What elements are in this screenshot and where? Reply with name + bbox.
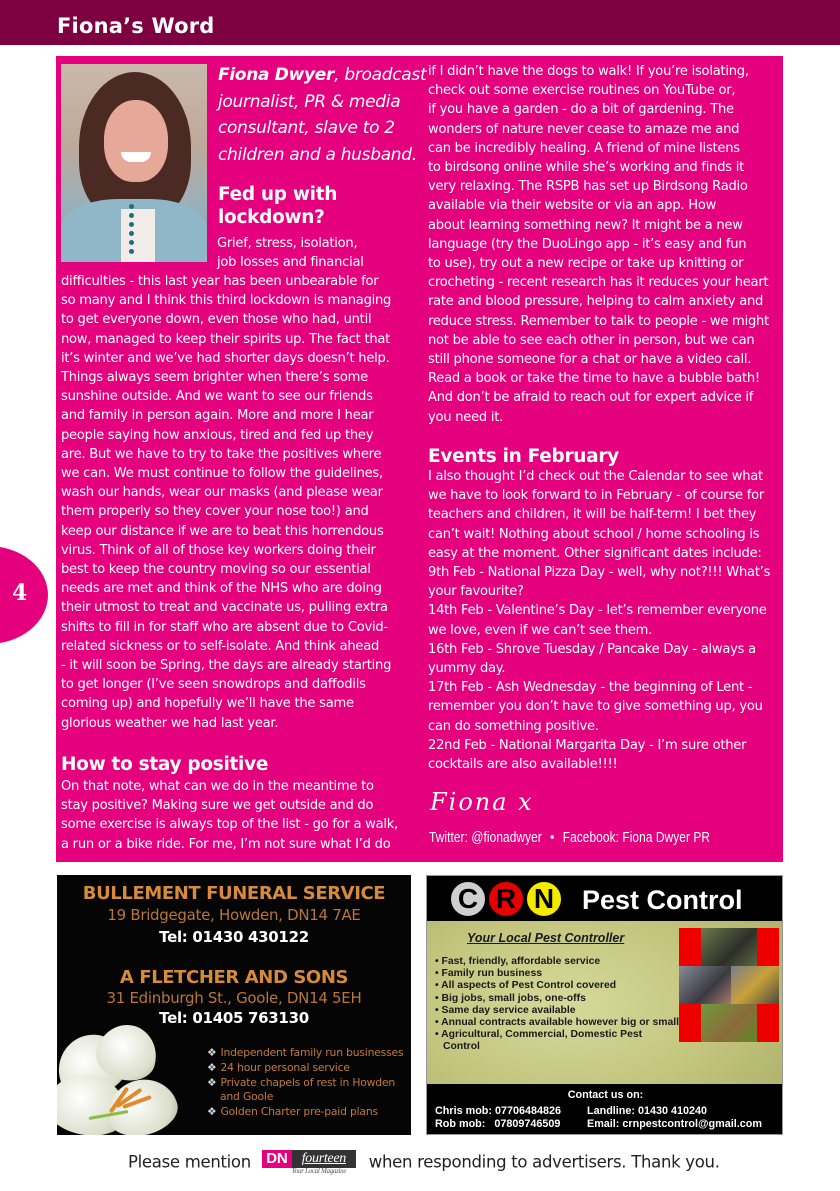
text-line: • Same day service available bbox=[435, 1004, 576, 1016]
text-line: 16th Feb - Shrove Tuesday / Pancake Day - always a bbox=[428, 641, 756, 657]
text-line: check out some exercise routines on YouTube or, bbox=[428, 83, 736, 99]
author-intro: Fiona Dwyer, broadcast journalist, PR & media consultant, slave to 2 children and a husband. bbox=[218, 65, 427, 165]
text-line: remember you don’t have to give something up, you bbox=[428, 699, 763, 715]
text-line: needs are met and think of the NHS who are doing bbox=[61, 581, 382, 597]
text-line: rate and blood pressure, helping to calm anxiety and bbox=[428, 294, 764, 310]
lily-flower-image bbox=[57, 1025, 197, 1135]
business-name: BULLEMENT FUNERAL SERVICE bbox=[82, 883, 386, 904]
text-line: people saying how anxious, tired and fed up they bbox=[61, 427, 374, 443]
text-line: some exercise is always top of the list - go for a walk, bbox=[61, 817, 399, 833]
text-line: sunshine outside. And we want to see our friends bbox=[61, 389, 373, 405]
section-stay-positive-continued bbox=[428, 62, 769, 427]
text-line: I also thought I’d check out the Calendar to see what bbox=[428, 469, 763, 484]
text-line: and family in person again. More and more I hear bbox=[61, 408, 374, 424]
text-line: a run or a bike ride. For me, I’m not sure what I’d do bbox=[61, 836, 391, 852]
text-line: we love, even if we can’t see them. bbox=[428, 622, 653, 638]
pest-contact-bar bbox=[427, 1084, 783, 1135]
signature: Fiona x bbox=[430, 788, 534, 816]
text-line: still phone someone for a chat or have a video call. bbox=[428, 352, 752, 368]
text-line: related sickness or to self-isolate. And think ahead bbox=[61, 638, 380, 654]
logo-letter-r: R bbox=[487, 880, 525, 918]
text-line: language (try the DuoLingo app - it’s easy and fun bbox=[428, 236, 747, 252]
heading-events-february: Events in February bbox=[428, 446, 619, 467]
separator-bullet: • bbox=[550, 830, 555, 846]
text-line: your favourite? bbox=[428, 584, 524, 600]
text-line: best to keep the country moving so our essential bbox=[61, 562, 371, 578]
text-line: yummy day. bbox=[428, 661, 506, 677]
page-title: Fiona’s Word bbox=[57, 14, 215, 38]
text-line: 14th Feb - Valentine’s Day - let’s remember everyone bbox=[428, 603, 767, 619]
service-bullet-continued: and Goole bbox=[220, 1090, 274, 1103]
text-line: • Agricultural, Commercial, Domestic Pest Control bbox=[435, 1029, 643, 1053]
page-number: 4 bbox=[12, 580, 28, 606]
text-line: • Fast, friendly, affordable service bbox=[435, 956, 601, 967]
text-line: glorious weather we had last year. bbox=[61, 715, 279, 731]
text-line: shifts to fill in for staff who are absent due to Covid- bbox=[61, 619, 388, 635]
business-phone: Tel: 01430 430122 bbox=[159, 928, 309, 946]
author-name: Fiona Dwyer bbox=[218, 65, 335, 85]
text-line: to get everyone down, even those who had, until bbox=[61, 312, 372, 328]
text-line: 9th Feb - National Pizza Day - well, why not?!!! What’s bbox=[428, 565, 771, 581]
rabbit-image bbox=[701, 1004, 757, 1042]
text-line: crocheting - recent research has it reduces your heart bbox=[428, 275, 769, 291]
section-events-body bbox=[428, 467, 770, 774]
text-line: • Family run business bbox=[435, 968, 542, 980]
business-address: 31 Edinburgh St., Goole, DN14 5EH bbox=[106, 989, 362, 1007]
section-fed-up-intro: Grief, stress, isolation, job losses and financial bbox=[217, 236, 364, 271]
business-name: A FLETCHER AND SONS bbox=[119, 967, 349, 988]
contact-rob: Rob mob: 07809746509 bbox=[435, 1118, 561, 1130]
text-line: • Big jobs, small jobs, one-offs bbox=[435, 992, 586, 1004]
text-line: cocktails are also available!!!! bbox=[428, 757, 618, 773]
pest-images bbox=[679, 928, 779, 1042]
text-line: about learning something new? It might be a new bbox=[428, 217, 743, 233]
service-bullet: ❖ 24 hour personal service bbox=[207, 1061, 350, 1074]
text-line: - it will soon be Spring, the days are already starting bbox=[61, 658, 392, 674]
text-line: we can. We must continue to follow the guidelines, bbox=[61, 466, 383, 482]
text-line: 17th Feb - Ash Wednesday - the beginning of Lent - bbox=[428, 680, 753, 696]
text-line: wonders of nature never cease to amaze me and bbox=[428, 121, 740, 137]
text-line: virus. Think of all of those key workers doing their bbox=[61, 542, 376, 558]
text-line: easy at the moment. Other significant dates include: bbox=[428, 545, 762, 561]
text-line: keep our distance if we are to beat this horrendous bbox=[61, 523, 384, 539]
contact-heading: Contact us on: bbox=[567, 1089, 644, 1101]
author-photo bbox=[61, 64, 207, 262]
text-line: to get longer (I’ve seen snowdrops and daffodils bbox=[61, 677, 366, 693]
text-line: are. But we have to try to take the positives where bbox=[61, 446, 382, 462]
facebook-page[interactable]: Facebook: Fiona Dwyer PR bbox=[562, 830, 711, 846]
text-line: coming up) and hopefully we’ll have the same bbox=[61, 696, 354, 712]
pest-control-ad bbox=[426, 875, 783, 1135]
dn-fourteen-logo: DN fourteen Your Local Magazine bbox=[262, 1150, 358, 1176]
text-line: not be able to see each other in person, but we can bbox=[428, 332, 755, 348]
text-line: stay positive? Making sure we get outside and do bbox=[61, 798, 374, 814]
logo-letter-n: N bbox=[525, 880, 563, 918]
text-line: teachers and children, it will be half-term! I bet they bbox=[428, 507, 757, 523]
section-stay-positive-body bbox=[61, 777, 398, 854]
mole-image bbox=[701, 928, 757, 966]
pest-services-list bbox=[435, 956, 680, 1054]
text-line: so many and I think this third lockdown is managing bbox=[61, 293, 392, 309]
service-bullet: ❖ Golden Charter pre-paid plans bbox=[207, 1105, 378, 1118]
business-phone: Tel: 01405 763130 bbox=[159, 1009, 309, 1027]
text-line: available via their website or via an app. How bbox=[428, 198, 717, 214]
text-line: • All aspects of Pest Control covered bbox=[435, 980, 617, 992]
service-bullet: ❖ Private chapels of rest in Howden bbox=[207, 1076, 396, 1089]
section-fed-up-body bbox=[61, 272, 391, 733]
social-links bbox=[429, 830, 710, 846]
service-bullet: ❖ Independent family run businesses bbox=[207, 1046, 404, 1059]
business-address: 19 Bridgegate, Howden, DN14 7AE bbox=[107, 906, 361, 924]
heading-stay-positive: How to stay positive bbox=[61, 754, 269, 775]
text-line: On that note, what can we do in the meantime to bbox=[61, 779, 374, 794]
pest-ad-subtitle: Your Local Pest Controller bbox=[467, 931, 625, 945]
text-line: to birdsong online while she’s working and finds it bbox=[428, 160, 745, 176]
rat-image bbox=[679, 966, 731, 1004]
text-line: wash our hands, wear our masks (and please wear bbox=[61, 485, 383, 501]
text-line: And don’t be afraid to reach out for expert advice if bbox=[428, 390, 754, 406]
text-line: it’s winter and we’ve had shorter days doesn’t help. bbox=[61, 350, 390, 366]
text-line: to use), try out a new recipe or take up knitting or bbox=[428, 256, 744, 272]
pest-ad-header bbox=[427, 876, 783, 921]
twitter-handle[interactable]: Twitter: @fionadwyer bbox=[429, 830, 542, 846]
text-line: now, managed to keep their spirits up. The fact that bbox=[61, 331, 391, 347]
text-line: 22nd Feb - National Margarita Day - I’m sure other bbox=[428, 737, 747, 753]
text-line: can be incredibly healing. A friend of mine listens bbox=[428, 140, 740, 156]
text-line: • Annual contracts available however big or small bbox=[435, 1017, 680, 1029]
wasp-image bbox=[731, 966, 779, 1004]
footer-note: Please mention DN fourteen Your Local Magazine when responding to advertisers. Thank you. bbox=[128, 1150, 720, 1175]
text-line: if I didn’t have the dogs to walk! If you’re isolating, bbox=[428, 64, 749, 79]
text-line: you need it. bbox=[428, 409, 504, 425]
pest-ad-title: Pest Control bbox=[582, 885, 743, 915]
text-line: Things always seem brighter when there’s some bbox=[61, 370, 368, 386]
text-line: Read a book or take the time to have a bubble bath! bbox=[428, 371, 760, 387]
text-line: very relaxing. The RSPB has set up Birdsong Radio bbox=[428, 179, 748, 195]
text-line: can’t wait! Nothing about school / home schooling is bbox=[428, 526, 760, 542]
text-line: we have to look forward to in February - of course for bbox=[428, 488, 764, 504]
text-line: can do something positive. bbox=[428, 718, 599, 734]
funeral-service-ad bbox=[57, 875, 411, 1135]
text-line: them properly so they cover your nose too!) and bbox=[61, 504, 369, 520]
text-line: reduce stress. Remember to talk to people - we might bbox=[428, 313, 769, 329]
heading-fed-up: Fed up with lockdown? bbox=[218, 184, 338, 228]
header-bar bbox=[0, 0, 840, 45]
text-line: if you have a garden - do a bit of gardening. The bbox=[428, 102, 734, 118]
text-line: their utmost to treat and vaccinate us, pulling extra bbox=[61, 600, 388, 616]
contact-landline: Landline: 01430 410240 bbox=[587, 1105, 708, 1117]
logo-letter-c: C bbox=[449, 880, 487, 918]
contact-email: Email: crnpestcontrol@gmail.com bbox=[587, 1118, 762, 1130]
contact-chris: Chris mob: 07706484826 bbox=[435, 1105, 562, 1117]
text-line: difficulties - this last year has been unbearable for bbox=[61, 274, 379, 289]
